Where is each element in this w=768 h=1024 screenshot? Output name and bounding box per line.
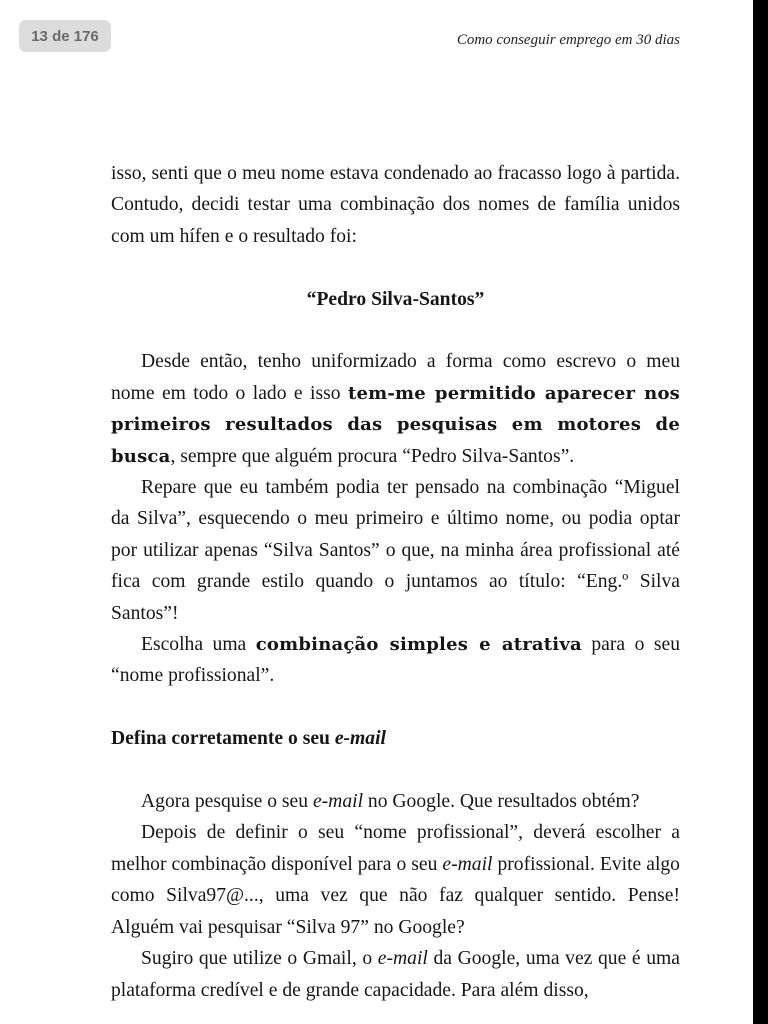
text-run: Escolha uma — [141, 634, 256, 656]
page-body — [111, 158, 680, 1006]
text-run: da Google, uma vez que é uma plataforma credível e de grande capacidade. Para além disso, — [111, 948, 680, 1001]
section-heading — [111, 723, 680, 754]
emphasis-text: e-mail — [442, 853, 493, 875]
text-run: Desde então, tenho uniformizado a forma como escrevo o meu nome em todo o lado e isso — [111, 351, 680, 404]
text-run: , sempre que alguém procura “Pedro Silva-Santos”. — [170, 445, 575, 467]
paragraph — [111, 786, 680, 817]
heading-emphasis: e-mail — [334, 728, 386, 750]
text-run: profissional. Evite algo como Silva97@..., uma vez que não faz qualquer sentido. Pense! Alguém vai pesquisar “Silva 97” no Google? — [111, 853, 680, 938]
text-run: para o seu “nome profissional”. — [111, 634, 681, 687]
paragraph — [111, 817, 680, 943]
emphasis-text: e-mail — [312, 791, 364, 813]
heading-text: Defina corretamente o seu — [111, 728, 335, 750]
name-highlight: “Pedro Silva-Santos” — [306, 288, 485, 310]
bold-text: combinação simples e atrativa — [255, 634, 582, 656]
paragraph — [111, 629, 680, 692]
emphasis-text: e-mail — [377, 948, 428, 970]
bold-text: tem-me permitido aparecer nos primeiros resultados das pesquisas em motores de busca — [111, 382, 680, 467]
running-header: Como conseguir emprego em 30 dias — [456, 32, 680, 48]
paragraph — [111, 943, 680, 1006]
page-number-badge[interactable]: 13 de 176 — [19, 20, 111, 52]
paragraph: Repare que eu também podia ter pensado na combinação “Miguel da Silva”, esquecendo o meu primeiro e último nome, ou podia optar por utilizar apenas “Silva Santos” o que, na minha área profissional até fica com grande estilo quando o juntamos ao título: “Eng.º Silva Santos”! — [111, 477, 680, 624]
paragraph: isso, senti que o meu nome estava condenado ao fracasso logo à partida. Contudo, decidi testar uma combinação dos nomes de família unidos com um hífen e o resultado foi: — [111, 163, 680, 247]
text-run: no Google. Que resultados obtém? — [363, 791, 640, 813]
text-run: Sugiro que utilize o Gmail, o — [141, 948, 378, 970]
paragraph — [111, 346, 680, 472]
text-run: Depois de definir o seu “nome profissional”, deverá escolher a melhor combinação disponível para o seu — [111, 822, 680, 875]
text-run: Agora pesquise o seu — [141, 791, 313, 813]
